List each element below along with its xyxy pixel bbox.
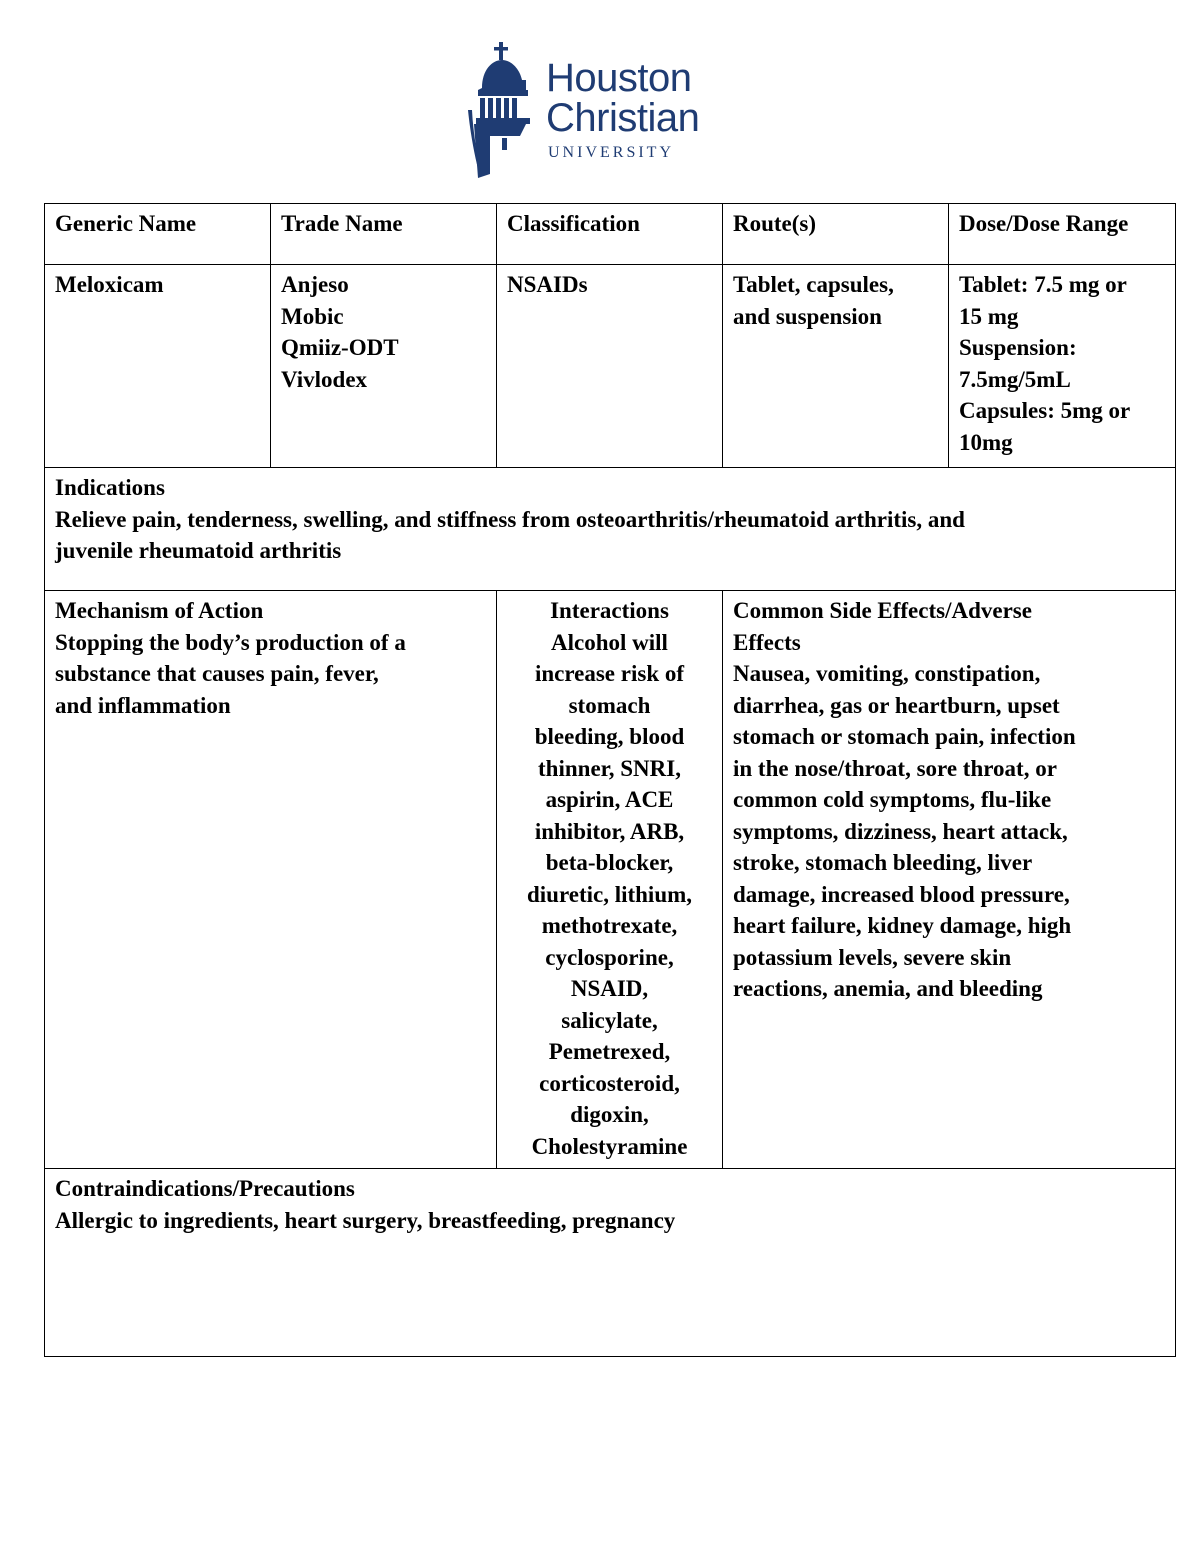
header-classification: Classification [497, 204, 723, 265]
university-logo [468, 40, 738, 178]
contraindications-cell [45, 1169, 1176, 1357]
details-row [45, 591, 1176, 1169]
side-effects-line: potassium levels, severe skin [733, 944, 1012, 970]
side-effects-line: common cold symptoms, flu-like [733, 787, 1052, 812]
header-row [45, 204, 1176, 265]
drug-card-table [44, 203, 1176, 1357]
interactions-line: bleeding, blood [534, 724, 685, 749]
interactions-line: salicylate, [561, 1007, 658, 1033]
mechanism-line: substance that causes pain, fever, [55, 661, 379, 686]
side-effects-line: diarrhea, gas or heartburn, upset [733, 692, 1060, 718]
side-effects-line: stomach or stomach pain, infection [733, 724, 1076, 749]
logo-line-christian: Christian [546, 96, 700, 140]
mechanism-cell [45, 591, 497, 1169]
interactions-line: Alcohol will [551, 629, 668, 655]
interactions-line: diuretic, lithium, [526, 881, 693, 907]
dose-line: 7.5mg/5mL [959, 366, 1071, 392]
indications-row [45, 468, 1176, 591]
interactions-line: Cholestyramine [531, 1133, 688, 1159]
generic-name-cell: Meloxicam [45, 265, 271, 468]
classification-cell: NSAIDs [497, 265, 723, 468]
trade-name: Vivlodex [281, 366, 368, 392]
header-routes: Route(s) [723, 204, 949, 265]
contraindications-text: Allergic to ingredients, heart surgery, breastfeeding, pregnancy [55, 1207, 676, 1233]
logo-wordmark [546, 58, 699, 162]
interactions-line: NSAID, [570, 976, 649, 1001]
mechanism-line: Stopping the body’s production of a [55, 629, 406, 655]
interactions-line: stomach [568, 692, 651, 718]
side-effects-line: in the nose/throat, sore throat, or [733, 755, 1057, 781]
indications-line: Relieve pain, tenderness, swelling, and stiffness from osteoarthritis/rheumatoid arthritis, and [55, 506, 965, 532]
indications-line: juvenile rheumatoid arthritis [55, 538, 342, 563]
routes-cell [723, 265, 949, 468]
routes-line: and suspension [733, 303, 882, 329]
logo-line-houston: Houston [546, 56, 692, 100]
interactions-line: increase risk of [534, 661, 685, 686]
trade-name: Mobic [281, 303, 344, 329]
side-effects-line: damage, increased blood pressure, [733, 881, 1070, 907]
routes-line: Tablet, capsules, [733, 272, 894, 297]
dose-line: 10mg [959, 429, 1013, 455]
trade-name: Anjeso [281, 272, 349, 297]
interactions-cell [497, 591, 723, 1169]
indications-title: Indications [55, 475, 165, 500]
interactions-line: Pemetrexed, [548, 1039, 671, 1064]
dose-line: 15 mg [959, 303, 1019, 329]
side-effects-line: heart failure, kidney damage, high [733, 913, 1072, 938]
interactions-line: beta-blocker, [545, 850, 674, 875]
header-dose: Dose/Dose Range [949, 204, 1176, 265]
interactions-line: inhibitor, ARB, [534, 818, 685, 844]
contraindications-row [45, 1169, 1176, 1357]
side-effects-cell [723, 591, 1176, 1169]
interactions-line: methotrexate, [541, 913, 678, 938]
side-effects-line: symptoms, dizziness, heart attack, [733, 818, 1068, 844]
interactions-line: digoxin, [570, 1102, 649, 1127]
side-effects-title: Effects [733, 629, 801, 655]
interactions-line: corticosteroid, [539, 1070, 680, 1096]
side-effects-title: Common Side Effects/Adverse [733, 598, 1032, 623]
interactions-title: Interactions [550, 598, 669, 623]
header-generic-name: Generic Name [45, 204, 271, 265]
side-effects-line: Nausea, vomiting, constipation, [733, 661, 1041, 686]
mechanism-title: Mechanism of Action [55, 598, 264, 623]
interactions-line: cyclosporine, [545, 944, 674, 970]
header-trade-name: Trade Name [271, 204, 497, 265]
mechanism-line: and inflammation [55, 692, 231, 718]
drug-row [45, 265, 1176, 468]
chapel-dome-icon [468, 40, 538, 178]
logo-line-university: UNIVERSITY [548, 144, 674, 161]
side-effects-line: reactions, anemia, and bleeding [733, 976, 1043, 1001]
dose-cell [949, 265, 1176, 468]
indications-cell [45, 468, 1176, 591]
trade-name: Qmiiz-ODT [281, 335, 399, 360]
dose-line: Tablet: 7.5 mg or [959, 272, 1127, 297]
interactions-line: aspirin, ACE [545, 787, 674, 812]
interactions-line: thinner, SNRI, [538, 755, 681, 781]
trade-names-cell [271, 265, 497, 468]
side-effects-line: stroke, stomach bleeding, liver [733, 850, 1033, 875]
contraindications-title: Contraindications/Precautions [55, 1176, 355, 1201]
dose-line: Suspension: [959, 335, 1077, 360]
dose-line: Capsules: 5mg or [959, 398, 1131, 423]
